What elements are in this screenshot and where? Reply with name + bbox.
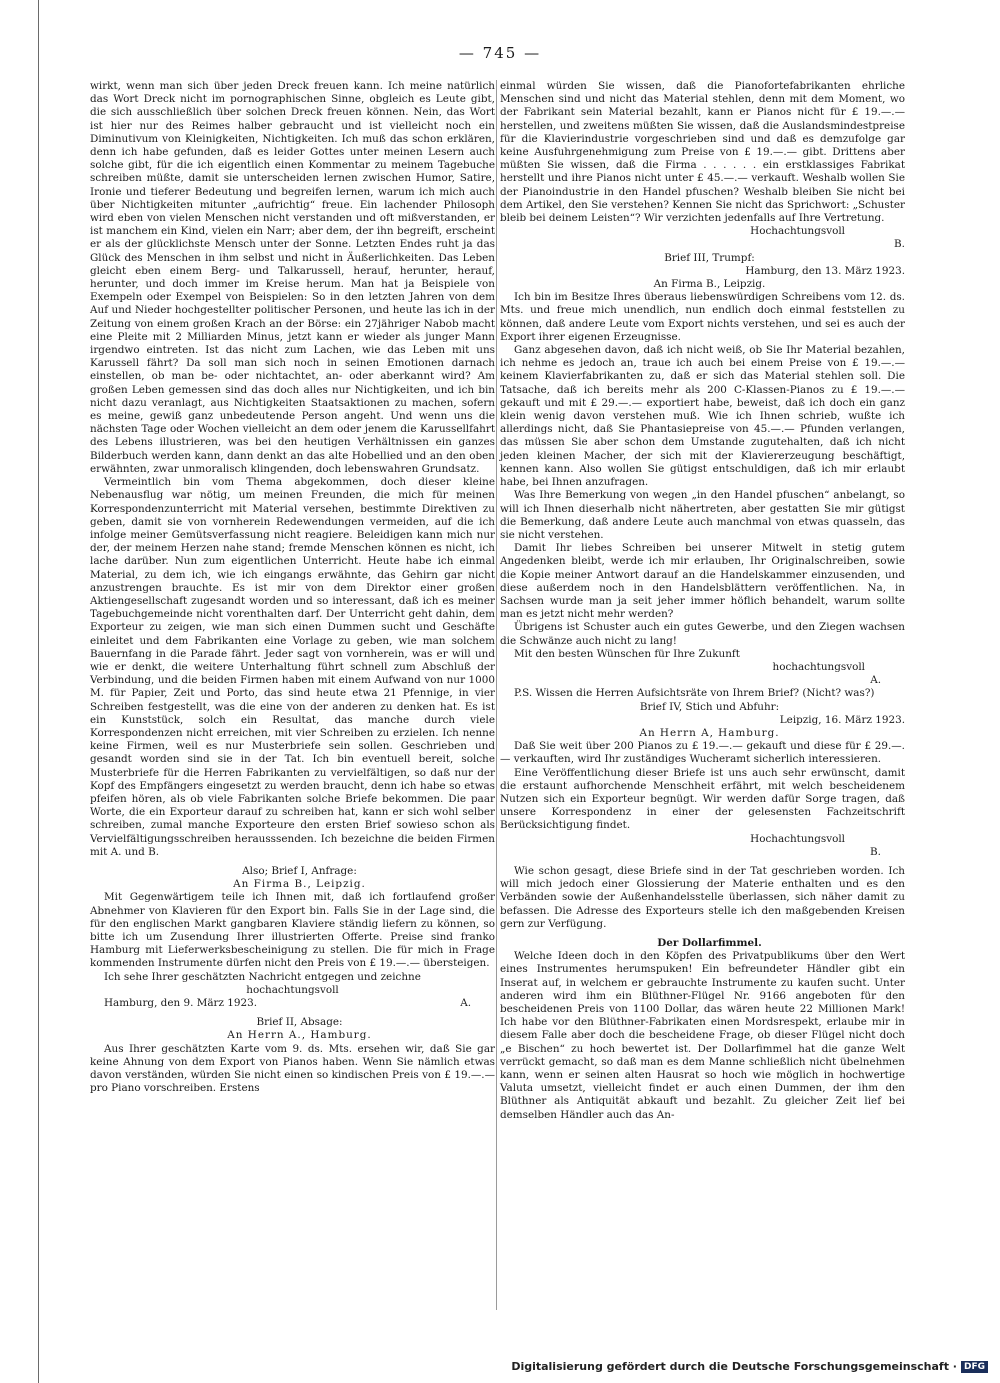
footer-text: Digitalisierung gefördert durch die Deutsche Forschungsgemeinschaft ·	[511, 1360, 957, 1373]
letter-greeting: Hochachtungsvoll	[750, 832, 845, 845]
paragraph: Vermeintlich bin vom Thema abgekommen, doch dieser kleine Nebenausflug war nötig, um meinen Freunden, die mich für meinen Korrespondenzunterricht mit Material versehen, bestimmte Direktiven zu geben, damit sie von vornherein Redewendungen vermeiden, auf die ich infolge meiner Gemütsverfassung nicht reagiere. Beleidigen kann mich nur der, der meinem Herzen nahe stand; fremde Menschen können es nicht, ich lache darüber. Nun zum eigentlichen Unterricht. Heute habe ich einmal Material, zu dem ich, wie ich eingangs erwähnte, das Gehirn gar nicht anzustrengen brauchte. Es ist mir von dem Direktor einer großen Aktiengesellschaft zugesandt worden und so interessant, daß ich es meiner Tagebuchgemeinde nicht vorenthalten darf. Der Unterricht geht dahin, dem Exporteur zu zeigen, wie man sich einen Dummen sucht und Geschäfte einleitet und dem Fabrikanten eine Vorlage zu geben, wie man solchem Bauernfang in die Parade fährt. Jeder sagt von vornherein, was er will und wie er denkt, die weitere Unterhaltung führt schnell zum Abschluß der Verbindung, und die beiden Firmen haben mit einem Aufwand von nur 1000 M. für Papier, Zeit und Porto, das sind heute etwa 21 Pfennige, in vier Schreiben festgestellt, was die eine von der anderen zu denken hat. Es ist ein Kunststück, solch ein Resultat, das manche durch viele Korrespondenzen nicht erreichen, mit vier Schreiben zu erzielen. Ich nenne keine Firmen, weil es nur Musterbriefe sein sollen. Geschrieben und gesandt worden sind sie in der Tat. Ich bin eventuell bereit, solche Musterbriefe für die Herren Fabrikanten zu vervielfältigen, so daß nur der Kopf des Empfängers eingesetzt zu werden braucht, denn ich habe so etwas pfeifen hören, als ob viele Fabrikanten solche Briefe bekommen. Die paar Worte, die ein Exporteur darauf zu schreiben hat, kann er sich wohl selber schreiben, zumal manche Exporteure den ersten Brief sowieso schon als Vervielfältigungsschreiben herausssenden. Ich bezeichne die beiden Firmen mit A. und B.	[90, 476, 495, 858]
right-column	[500, 80, 905, 1122]
letter-heading: Brief IV, Stich und Abfuhr:	[639, 700, 780, 713]
letter-body: Was Ihre Bemerkung von wegen „in den Handel pfuschen“ anbelangt, so will ich Ihnen dieserhalb nicht nähertreten, aber gestatten Sie mir gütigst die Bemerkung, daß andere Leute auch manchmal von etwas quasseln, das sie nicht verstehen.	[500, 489, 905, 541]
section-heading: Der Dollarfimmel.	[657, 937, 762, 949]
letter-date: Leipzig, 16. März 1923.	[779, 713, 905, 726]
letter-heading: Brief II, Absage:	[256, 1016, 343, 1029]
letter-heading: Also; Brief I, Anfrage:	[242, 864, 357, 877]
letter-body: Mit den besten Wünschen für Ihre Zukunft	[514, 647, 740, 660]
letter-body: Ich bin im Besitze Ihres überaus liebenswürdigen Schreibens vom 12. ds. Mts. und freue mich unendlich, nun endlich doch einmal feststellen zu können, daß andere Leute vom Export nichts verstehen, und sei es auch der Export ihrer eigenen Erzeugnisse.	[500, 291, 905, 343]
letter-body: Damit Ihr liebes Schreiben bei unserer Mitwelt in stetig gutem Angedenken bleibt, werde ich mir erlauben, Ihr Originalschreiben, sowie die Kopie meiner Antwort darauf an die Handelskammer einzusenden, und diese außerdem noch in den Handelsblättern veröffentlichen. Na, in Sachsen wurde man ja seit jeher immer höflich behandelt, warum sollte man es jetzt nicht mehr werden?	[500, 542, 905, 621]
letter-body: Eine Veröffentlichung dieser Briefe ist uns auch sehr erwünscht, damit die erstaunt aufhorchende Menschheit erfährt, mit welch bescheidenem Nutzen sich ein Exporteur begnügt. Wir werden dafür Sorge tragen, daß unsere Korrespondenz in einer der gelesensten Fachzeitschrift Berücksichtigung findet.	[500, 766, 905, 832]
letter-signature: B.	[894, 238, 905, 251]
letter-address: An Firma B., Leipzig.	[233, 878, 366, 891]
letter-date: Hamburg, den 13. März 1923.	[745, 264, 905, 277]
letter-greeting: Hochachtungsvoll	[750, 225, 845, 238]
letter-body: Mit Gegenwärtigem teile ich Ihnen mit, daß ich fortlaufend großer Abnehmer von Klavieren für den Export bin. Falls Sie in der Lage sind, die für den englischen Markt gangbaren Klaviere ständig liefern zu können, so bitte ich um Zusendung Ihrer illustrierten Offerte. Preise sind franko Hamburg mit Lieferwerksbescheinigung zu stellen. Die für mich in Frage kommenden Instrumente dürfen nicht den Preis von £ 19.—.— übersteigen.	[90, 891, 495, 970]
left-column	[90, 80, 495, 1095]
letter-greeting: hochachtungsvoll	[246, 983, 339, 996]
letter-body: Ganz abgesehen davon, daß ich nicht weiß, ob Sie Ihr Material bezahlen, ich nehme es jedoch an, traue ich auch bei einem Preise von £ 19.—.— keinem Klavierfabrikanten zu, daß er sich das Material stehlen soll. Die Tatsache, daß ich bereits mehr als 200 C-Klassen-Pianos zu £ 19.—.— gekauft und mit £ 29.—.— exportiert habe, beweist, daß ich doch ein ganz klein wenig davon verstehen muß. Wie ich Ihnen schrieb, wußte ich allerdings nicht, daß Sie Phantasiepreise von 45.—.— Pfunden verlangen, das müssen Sie aber schon dem Umstande zugutehalten, daß ich nicht jeden kleinen Macher, der sich mit der Klaviererzeugung beschäftigt, kennen kann. Also wollen Sie gütigst entschuldigen, daß ich mir erlaubt habe, bei Ihnen anzufragen.	[500, 344, 905, 489]
dfg-logo: DFG	[961, 1361, 988, 1373]
paragraph: Welche Ideen doch in den Köpfen des Privatpublikums über den Wert eines Instrumentes herumspuken! Ein befreundeter Händler gibt ein Inserat auf, in welchem er gebrauchte Instrumente zu kaufen sucht. Unter anderen wird ihm ein Blüthner-Flügel Nr. 9166 angeboten für den bescheidenen Preis von 1100 Dollar, das wären heute 22 Millionen Mark! Ich habe vor den Blüthner-Fabrikaten einen Mordsrespekt, erlaube mir in diesem Falle aber doch die bescheidene Frage, ob dieser Flügel nicht doch „e Bischen“ zu hoch bewertet ist. Der Dollarfimmel hat die ganze Welt verrückt gemacht, so daß man es dem Manne schließlich nicht übelnehmen kann, wenn er seinen alten Hausrat so hoch wie möglich in hochwertige Valuta umsetzt, vielleicht findet er auch einen Dummen, der ihm den Blüthner als Antiquität abkauft und bezahlt. Zu gleicher Zeit lief bei demselben Händler auch das An-	[500, 950, 905, 1121]
paragraph: Wie schon gesagt, diese Briefe sind in der Tat geschrieben worden. Ich will mich jedoch einer Glossierung der Materie enthalten und es den Verbänden sowie der Außenhandelsstelle überlassen, sich näher damit zu befassen. Die Adresse des Exporteurs stelle ich den maßgebenden Kreisen gern zur Verfügung.	[500, 864, 905, 930]
letter-address: An Firma B., Leipzig.	[653, 278, 766, 291]
letter-closing: Ich sehe Ihrer geschätzten Nachricht entgegen und zeichne	[104, 970, 421, 983]
letter-body: Übrigens ist Schuster auch ein gutes Gewerbe, und den Ziegen wachsen die Schwänze auch nicht zu lang!	[500, 621, 905, 647]
page-number: — 745 —	[458, 44, 542, 62]
scan-edge-rule	[38, 0, 39, 1383]
letter-body: Aus Ihrer geschätzten Karte vom 9. ds. Mts. ersehen wir, daß Sie gar keine Ahnung von dem Export von Pianos haben. Wenn Sie nämlich etwas davon verständen, würden Sie nicht einen so kindischen Preis von £ 19.—.— pro Piano vorschreiben. Erstens	[90, 1042, 495, 1095]
letter-body: Daß Sie weit über 200 Pianos zu £ 19.—.— gekauft und diese für £ 29.—.— verkauften, wird Ihr zuständiges Wucheramt sicherlich interessieren.	[500, 740, 905, 766]
footer	[511, 1360, 988, 1373]
letter-greeting: hochachtungsvoll	[772, 660, 865, 673]
letter-signature: A.	[870, 674, 881, 687]
letter-address: An Herrn A, Hamburg.	[639, 726, 780, 739]
letter-body: einmal würden Sie wissen, daß die Pianofortefabrikanten ehrliche Menschen sind und nicht das Material stehlen, denn mit dem Moment, wo der Fabrikant sein Material bezahlt, kann er Pianos nicht für £ 19.—.— herstellen, und zweitens müßten Sie wissen, daß die Auslandsmindestpreise für die Klavierindustrie vorgeschrieben sind und daß es demzufolge gar keine Ausfuhrgenehmigung zum Preise von £ 19.—.— gibt. Drittens aber müßten Sie wissen, daß die Firma . . . . . . ein erstklassiges Fabrikat herstellt und ihre Pianos nicht unter £ 45.—.— verkauft. Weshalb wollen Sie der Pianoindustrie in den Handel pfuschen? Weshalb bleiben Sie nicht bei dem Artikel, den Sie verstehen? Kennen Sie nicht das Sprichwort: „Schuster bleib bei deinem Leisten“? Wir verzichten jedenfalls auf Ihre Vertretung.	[500, 80, 905, 225]
letter-heading: Brief III, Trumpf:	[664, 251, 755, 264]
letter-date-row	[90, 997, 495, 1010]
letter-address: An Herrn A., Hamburg.	[227, 1029, 372, 1042]
column-divider	[496, 80, 497, 1310]
letter-signature: A.	[460, 997, 471, 1010]
paragraph: wirkt, wenn man sich über jeden Dreck freuen kann. Ich meine natürlich das Wort Dreck nicht im pornographischen Sinne, obgleich es Leute gibt, die sich ausschließlich über solchen Dreck freuen können. Nein, das Wort ist hier nur des Reimes halber gebraucht und ist vielleicht noch ein Diminutivum von Kleinigkeiten, Nichtigkeiten. Ich muß das schon erklären, denn ich habe gefunden, daß es leider Gottes unter meinen Lesern auch solche gibt, für die ich eigentlich einen Kommentar zu meinem Tagebuche schreiben müßte, damit sie unterscheiden lernen zwischen Humor, Satire, Ironie und tieferer Bedeutung und begreifen lernen, warum ich mich auch über Nichtigkeiten mitunter „aufrichtig“ freue. Ein lachender Philosoph wird eben von vielen Menschen nicht verstanden und oft mißverstanden, er ist manchem ein Kind, vielen ein Narr; aber dem, der ihn begreift, erscheint er als der glücklichste Mensch unter der Sonne. Letzten Endes ruht ja das Glück des Menschen in ihm selbst und nicht in Äußerlichkeiten. Das Leben gleicht eben einem Berg- und Talkarussell, herauf, herunter, herauf, herunter, und doch immer im Kreise herum. Man hat ja Beispiele von Exempeln oder Exempel von Beispielen: So in den letzten Jahren von dem Auf und Nieder hochgestellter politischer Personen, und heute las ich in der Zeitung von einem großen Krach an der Börse: ein 27jähriger Nabob macht eine Pleite mit 2 Milliarden Minus, jetzt kann er wieder als junger Mann irgendwo eintreten. Ist das nicht zum Lachen, wie das Leben mit uns Karussell fährt? Da soll man sich noch in seinen Emotionen darnach einstellen, ob man be- oder nichtachtet, an- oder aberkannt wird? Am großen Leben gemessen sind das doch alles nur Nichtigkeiten, und ich bin nicht dazu veranlagt, aus Nichtigkeiten Staatsaktionen zu machen, sofern es meine, gewiß ganz unbedeutende Person angeht. Und wenn uns die nächsten Tage oder Wochen vielleicht an dem oder jenem die Karussellfahrt des Lebens illustrieren, was bei den heutigen Verhältnissen ein ganzes Bilderbuch werden kann, dann denkt an das alte Hobellied und an den oben erwähnten, zwar unmoralisch klingenden, doch lebenswahren Grundsatz.	[90, 80, 495, 475]
letter-signature: B.	[870, 845, 881, 858]
letter-postscript: P.S. Wissen die Herren Aufsichtsräte von Ihrem Brief? (Nicht? was?)	[514, 687, 875, 700]
letter-date: Hamburg, den 9. März 1923.	[104, 997, 258, 1010]
